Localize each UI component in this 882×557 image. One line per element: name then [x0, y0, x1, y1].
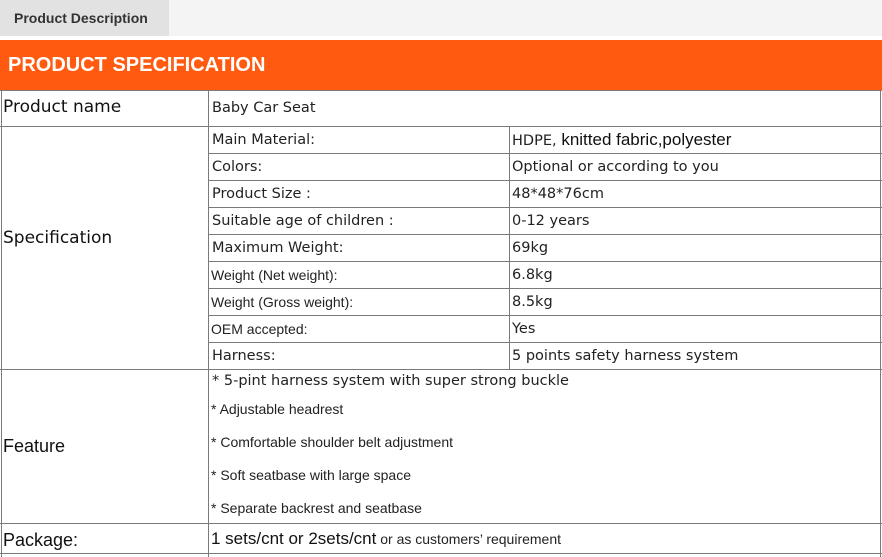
- row-divider: [208, 234, 882, 235]
- row-divider: [208, 261, 882, 262]
- colors-value: Optional or according to you: [512, 159, 719, 175]
- row-divider: [208, 207, 882, 208]
- feature-item: * Comfortable shoulder belt adjustment: [211, 434, 454, 450]
- product-name-label: Product name: [3, 97, 122, 117]
- product-size-value: 48*48*76cm: [512, 186, 604, 202]
- gross-weight-label: Weight (Gross weight):: [211, 294, 354, 310]
- row-divider: [208, 315, 882, 316]
- tab-product-description[interactable]: Product Description: [0, 0, 169, 36]
- row-divider: [0, 523, 882, 524]
- row-divider: [0, 126, 882, 127]
- suitable-age-label: Suitable age of children :: [212, 213, 394, 229]
- table-right-border: [880, 90, 881, 557]
- specification-label: Specification: [3, 228, 113, 248]
- net-weight-value: 6.8kg: [512, 267, 553, 283]
- harness-label: Harness:: [212, 348, 276, 364]
- oem-value: Yes: [512, 321, 536, 337]
- feature-item: * 5-pint harness system with super strong buckle: [212, 373, 569, 389]
- feature-label: Feature: [3, 436, 66, 456]
- main-material-value: [512, 130, 731, 150]
- max-weight-label: Maximum Weight:: [212, 240, 344, 256]
- row-divider: [208, 288, 882, 289]
- row-divider: [0, 553, 882, 554]
- col-divider: [509, 126, 510, 369]
- table-left-border: [1, 90, 2, 557]
- row-divider: [0, 90, 882, 91]
- net-weight-label: Weight (Net weight):: [211, 267, 338, 283]
- suitable-age-value: 0-12 years: [512, 213, 590, 229]
- oem-label: OEM accepted:: [211, 321, 308, 337]
- gross-weight-value: 8.5kg: [512, 294, 553, 310]
- package-suffix: or as customers’ requirement: [376, 531, 562, 547]
- row-divider: [208, 180, 882, 181]
- main-material-main: knitted fabric,polyester: [556, 130, 732, 149]
- colors-label: Colors:: [212, 159, 263, 175]
- package-value: [211, 529, 561, 549]
- main-material-prefix: HDPE,: [512, 133, 557, 149]
- feature-item: * Soft seatbase with large space: [211, 467, 412, 483]
- row-divider: [208, 342, 882, 343]
- feature-item: * Adjustable headrest: [211, 401, 344, 417]
- col-divider: [208, 90, 209, 557]
- main-material-label: Main Material:: [212, 132, 316, 148]
- product-size-label: Product Size :: [212, 186, 311, 202]
- row-divider: [208, 153, 882, 154]
- package-main: 1 sets/cnt or 2sets/cnt: [211, 529, 377, 548]
- package-label: Package:: [3, 530, 79, 550]
- row-divider: [0, 369, 882, 370]
- spec-title: PRODUCT SPECIFICATION: [8, 54, 266, 76]
- product-name-value: Baby Car Seat: [212, 100, 316, 116]
- harness-value: 5 points safety harness system: [512, 348, 739, 364]
- feature-item: * Separate backrest and seatbase: [211, 500, 422, 516]
- max-weight-value: 69kg: [512, 240, 549, 256]
